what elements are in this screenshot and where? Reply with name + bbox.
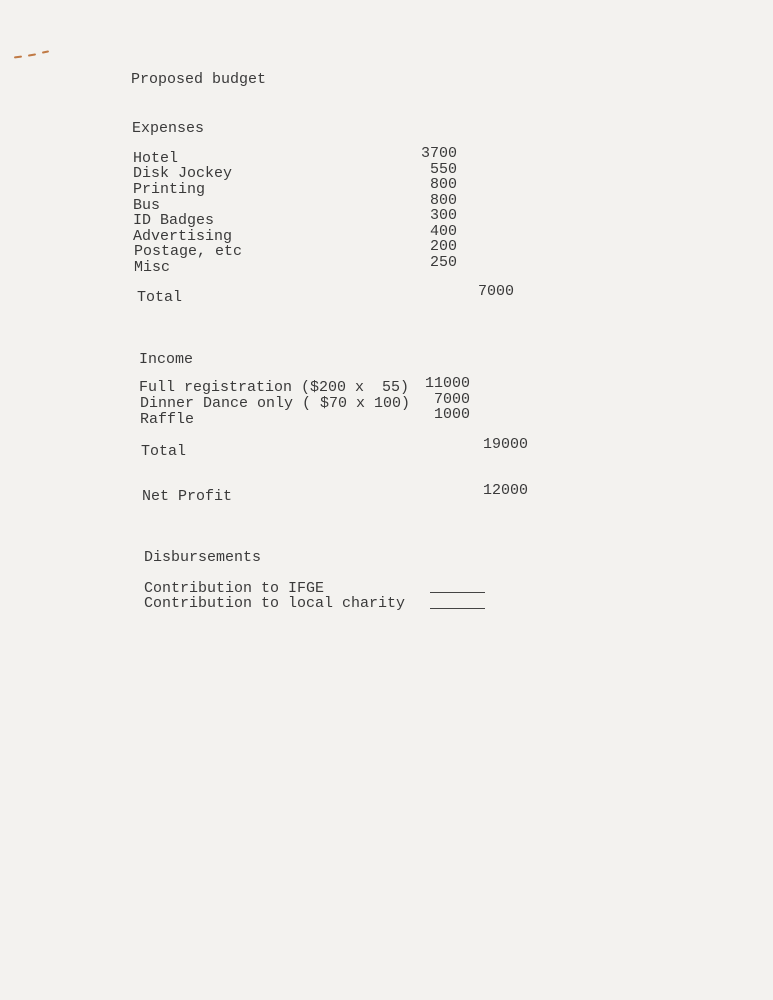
expense-amount: 800	[429, 192, 457, 209]
income-label: Dinner Dance only ( $70 x 100)	[140, 395, 411, 412]
disbursement-label: Contribution to IFGE	[144, 580, 325, 597]
expense-amount: 800	[429, 176, 457, 193]
disbursement-label: Contribution to local charity	[144, 595, 406, 612]
expense-amount: 3700	[420, 145, 457, 162]
income-amount: 11000	[424, 375, 470, 392]
income-amount: 7000	[433, 391, 470, 408]
net-profit-value: 12000	[482, 482, 528, 499]
expenses-total: 7000	[477, 283, 514, 300]
disbursements-heading: Disbursements	[144, 549, 262, 566]
expense-label: Advertising	[133, 228, 233, 245]
income-label: Full registration ($200 x 55)	[139, 379, 410, 396]
expense-label: Postage, etc	[134, 243, 243, 260]
disbursement-blank-line	[430, 592, 485, 593]
page-title: Proposed budget	[131, 71, 267, 88]
expense-amount: 250	[429, 254, 457, 271]
expense-amount: 200	[429, 238, 457, 255]
expenses-heading: Expenses	[132, 120, 205, 137]
income-total-label: Total	[141, 443, 187, 460]
expense-label: ID Badges	[133, 212, 215, 229]
stain-mark	[28, 53, 36, 56]
income-amount: 1000	[433, 406, 470, 423]
expense-amount: 550	[429, 161, 457, 178]
expense-label: Disk Jockey	[133, 165, 233, 182]
expense-amount: 300	[429, 207, 457, 224]
net-profit-label: Net Profit	[142, 488, 233, 505]
expense-label: Hotel	[133, 150, 179, 167]
expenses-total-label: Total	[137, 289, 183, 306]
expense-label: Bus	[133, 197, 161, 214]
expense-label: Misc	[134, 259, 171, 276]
stain-mark	[42, 50, 49, 53]
expense-label: Printing	[133, 181, 206, 198]
stain-mark	[14, 55, 22, 58]
income-total: 19000	[482, 436, 528, 453]
expense-amount: 400	[429, 223, 457, 240]
income-label: Raffle	[140, 411, 195, 428]
disbursement-blank-line	[430, 608, 485, 609]
income-heading: Income	[139, 351, 194, 368]
